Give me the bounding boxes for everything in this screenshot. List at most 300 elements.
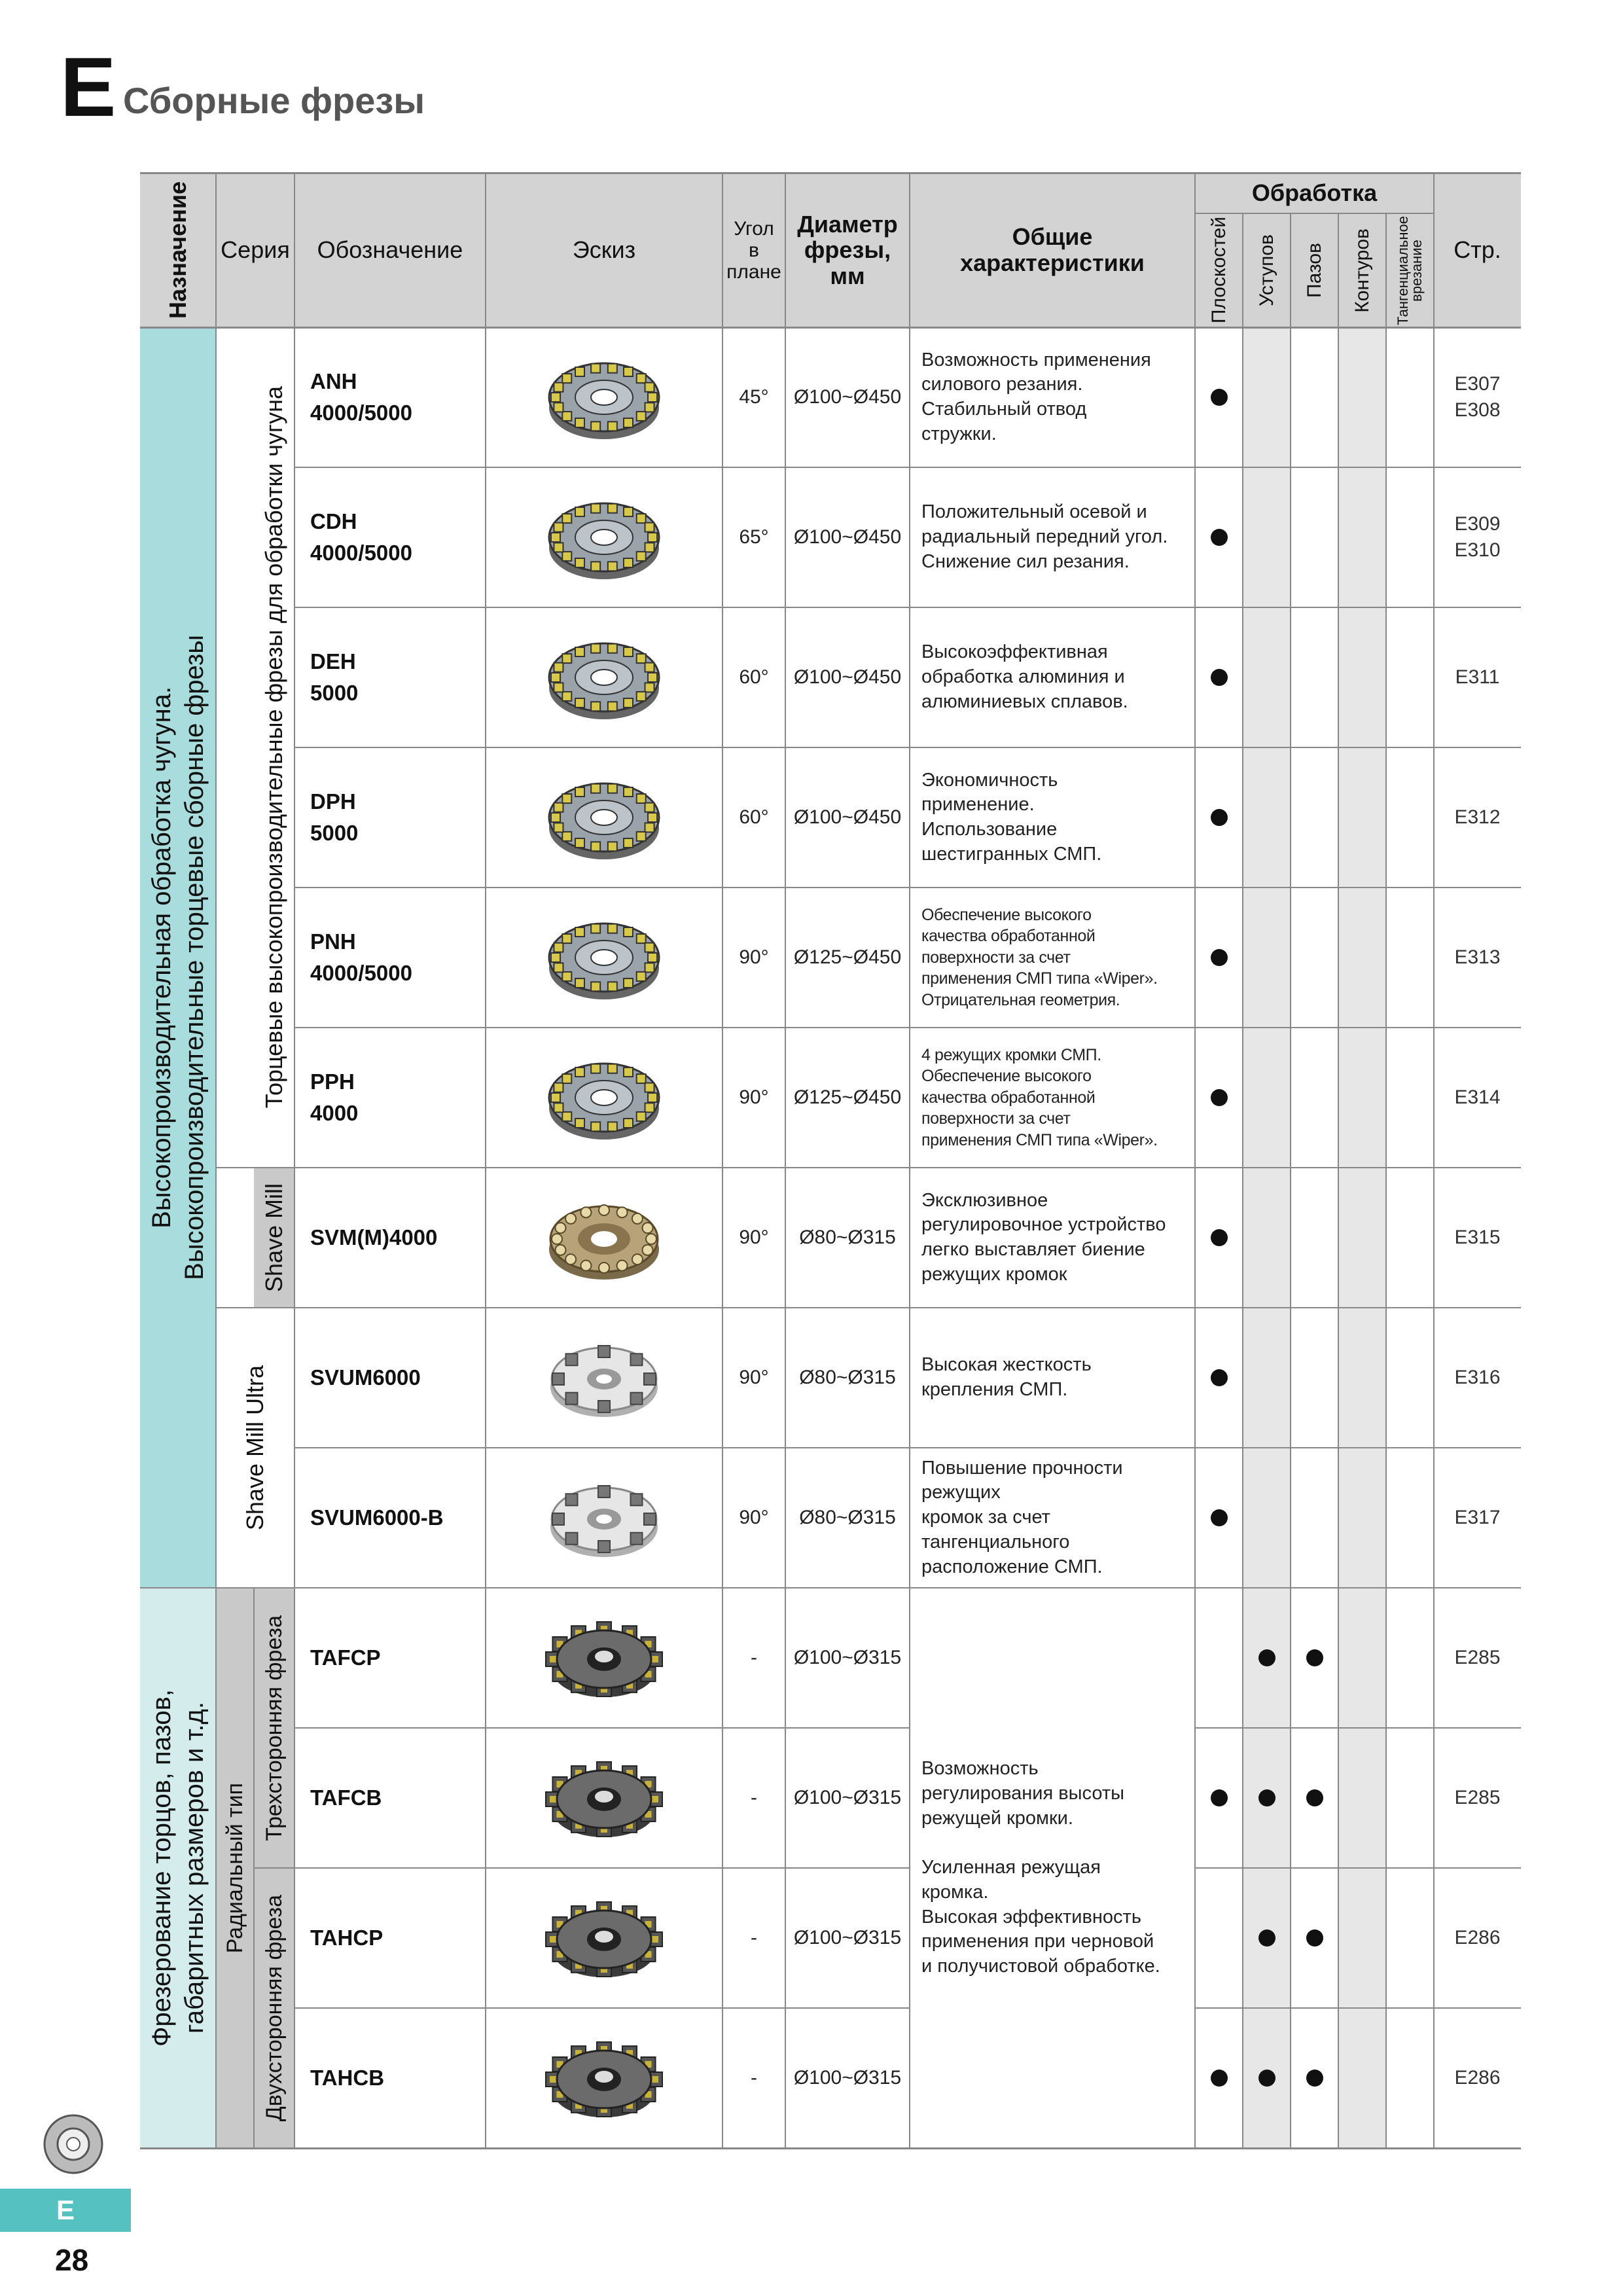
op-mark-2 xyxy=(1291,2008,1338,2148)
op-mark-0 xyxy=(1195,1028,1243,1168)
cutter-code xyxy=(294,1028,486,1168)
cutter-code-text: DPH 5000 xyxy=(310,789,359,845)
op-mark-3 xyxy=(1338,2008,1386,2148)
op-mark-3 xyxy=(1338,888,1386,1028)
header-op-1-text: Уступов xyxy=(1256,234,1277,306)
grid-line xyxy=(1385,213,1387,2148)
reference-page xyxy=(1434,747,1521,888)
cutter-diameter xyxy=(785,1028,910,1168)
header-features-text: Общие характеристики xyxy=(960,223,1145,276)
entering-angle-text: - xyxy=(751,1647,757,1668)
cutter-diameter-text: Ø80~Ø315 xyxy=(799,1367,896,1388)
general-features xyxy=(910,1028,1195,1168)
side-mill-features xyxy=(910,1588,1195,2148)
header-machining xyxy=(1195,173,1434,213)
face-mill-cutter-image xyxy=(486,467,722,607)
header-op-3 xyxy=(1338,213,1386,327)
cutter-code xyxy=(294,327,486,467)
entering-angle xyxy=(722,1308,785,1448)
reference-page-text: E285 xyxy=(1454,1646,1501,1668)
op-mark-4 xyxy=(1386,2008,1434,2148)
series-two-sided-cutter xyxy=(254,1868,294,2148)
cutter-code-text: TAHCP xyxy=(310,1926,383,1950)
cutter-code xyxy=(294,747,486,888)
grid-line xyxy=(1195,213,1434,214)
op-mark-2 xyxy=(1291,467,1338,607)
reference-page-text: E315 xyxy=(1454,1226,1501,1248)
entering-angle-text: 90° xyxy=(739,1086,769,1108)
grid-line xyxy=(1433,173,1435,2148)
op-mark-1 xyxy=(1243,1728,1291,1868)
entering-angle xyxy=(722,467,785,607)
entering-angle xyxy=(722,747,785,888)
series-face-mills-cast-iron-pad xyxy=(216,327,254,1168)
bullet-icon xyxy=(1258,2070,1275,2087)
op-mark-2 xyxy=(1291,1308,1338,1448)
bullet-icon xyxy=(1211,1229,1228,1246)
bullet-icon xyxy=(1211,949,1228,966)
cutter-code-text: DEH 5000 xyxy=(310,649,359,705)
face-mill-cutter-image xyxy=(486,607,722,747)
entering-angle xyxy=(722,1728,785,1868)
group-high-performance-label xyxy=(140,327,216,1588)
bullet-icon xyxy=(1211,1789,1228,1806)
general-features-text: Высокоэффективная обработка алюминия и алюминиевых сплавов. xyxy=(921,641,1128,712)
cutter-diameter xyxy=(785,327,910,467)
header-series-text: Серия xyxy=(221,236,290,264)
section-title: Сборные фрезы xyxy=(123,80,425,121)
op-mark-1 xyxy=(1243,1868,1291,2008)
section-tab: E xyxy=(0,2189,131,2232)
op-mark-4 xyxy=(1386,327,1434,467)
grid-line xyxy=(216,1167,294,1168)
bullet-icon xyxy=(1211,669,1228,686)
op-mark-1 xyxy=(1243,1588,1291,1728)
op-mark-2 xyxy=(1291,1448,1338,1588)
bullet-icon xyxy=(1306,2070,1323,2087)
cutter-thumbnail-icon xyxy=(42,2113,105,2176)
cutter-diameter-text: Ø100~Ø450 xyxy=(793,526,902,548)
bullet-icon xyxy=(1211,529,1228,546)
reference-page-text: E285 xyxy=(1454,1786,1501,1808)
op-mark-1 xyxy=(1243,1448,1291,1588)
op-mark-0 xyxy=(1195,747,1243,888)
entering-angle-text: 45° xyxy=(739,386,769,408)
reference-page xyxy=(1434,888,1521,1028)
entering-angle xyxy=(722,1168,785,1308)
header-op-4-text: Тангенциальное врезание xyxy=(1394,215,1425,325)
grid-line xyxy=(1242,213,1243,2148)
series-face-mills-cast-iron-text: Торцевые высокопроизводительные фрезы для обработки чугуна xyxy=(260,386,287,1109)
cutter-diameter-text: Ø100~Ø315 xyxy=(793,1927,902,1948)
op-mark-4 xyxy=(1386,1728,1434,1868)
cutter-diameter xyxy=(785,467,910,607)
op-mark-3 xyxy=(1338,1168,1386,1308)
series-shave-mill-ultra-text: Shave Mill Ultra xyxy=(241,1365,268,1531)
reference-page-text: E286 xyxy=(1454,2066,1501,2089)
cutter-code-text: ANH 4000/5000 xyxy=(310,369,412,425)
grid-line xyxy=(294,607,1521,608)
entering-angle-text: 65° xyxy=(739,526,769,548)
header-sketch xyxy=(486,173,722,327)
entering-angle-text: - xyxy=(751,1787,757,1808)
header-op-0-text: Плоскостей xyxy=(1208,217,1230,324)
op-mark-4 xyxy=(1386,747,1434,888)
header-code-text: Обозначение xyxy=(317,236,463,264)
cutter-diameter-text: Ø80~Ø315 xyxy=(799,1507,896,1528)
bullet-icon xyxy=(1258,1649,1275,1666)
general-features xyxy=(910,1308,1195,1448)
grid-line xyxy=(1195,1867,1521,1869)
series-three-sided-cutter xyxy=(254,1588,294,1868)
cutter-diameter xyxy=(785,1448,910,1588)
cutter-code-text: TAFCB xyxy=(310,1785,382,1810)
header-op-2-text: Пазов xyxy=(1304,243,1325,298)
general-features xyxy=(910,888,1195,1028)
op-mark-2 xyxy=(1291,327,1338,467)
grid-line xyxy=(294,1307,1521,1308)
reference-page-text: E309 E310 xyxy=(1454,512,1501,561)
op-mark-0 xyxy=(1195,1868,1243,2008)
header-op-1 xyxy=(1243,213,1291,327)
general-features-text: 4 режущих кромки СМП. Обеспечение высокого качества обработанной поверхности за счет применения СМП типа «Wiper». xyxy=(921,1045,1158,1149)
op-mark-4 xyxy=(1386,888,1434,1028)
op-mark-2 xyxy=(1291,607,1338,747)
op-mark-1 xyxy=(1243,2008,1291,2148)
op-mark-1 xyxy=(1243,1168,1291,1308)
op-mark-0 xyxy=(1195,327,1243,467)
cutter-code xyxy=(294,2008,486,2148)
cutter-diameter xyxy=(785,1308,910,1448)
op-mark-0 xyxy=(1195,467,1243,607)
reference-page xyxy=(1434,607,1521,747)
cutter-diameter xyxy=(785,1588,910,1728)
op-mark-3 xyxy=(1338,1588,1386,1728)
reference-page-text: E307 E308 xyxy=(1454,372,1501,421)
header-machining-text: Обработка xyxy=(1251,179,1378,207)
op-mark-0 xyxy=(1195,1728,1243,1868)
op-mark-2 xyxy=(1291,1168,1338,1308)
op-mark-2 xyxy=(1291,1728,1338,1868)
grid-line xyxy=(140,1587,1521,1588)
bullet-icon xyxy=(1211,1089,1228,1106)
face-mill-cutter-image xyxy=(486,327,722,467)
entering-angle-text: 90° xyxy=(739,946,769,968)
grid-line xyxy=(294,1867,910,1869)
grid-line xyxy=(294,1727,910,1729)
grid-line xyxy=(909,173,910,2148)
grid-line xyxy=(216,1307,294,1308)
series-shave-mill-text: Shave Mill xyxy=(260,1183,287,1293)
cutters-table xyxy=(140,173,1521,2149)
op-mark-3 xyxy=(1338,1868,1386,2008)
header-features xyxy=(910,173,1195,327)
cutter-code xyxy=(294,1868,486,2008)
entering-angle-text: 90° xyxy=(739,1507,769,1528)
op-mark-1 xyxy=(1243,747,1291,888)
series-radial-type xyxy=(216,1588,254,2148)
cutter-diameter xyxy=(785,888,910,1028)
series-three-sided-cutter-text: Трехсторонняя фреза xyxy=(261,1615,287,1841)
shave-mill-ultra-cutter-image xyxy=(486,1448,722,1588)
bullet-icon xyxy=(1306,1929,1323,1946)
op-mark-0 xyxy=(1195,888,1243,1028)
grid-line xyxy=(215,173,217,2148)
op-mark-0 xyxy=(1195,1168,1243,1308)
series-two-sided-cutter-text: Двухсторонняя фреза xyxy=(261,1894,287,2122)
reference-page-text: E312 xyxy=(1454,806,1501,828)
bullet-icon xyxy=(1211,2070,1228,2087)
cutter-diameter-text: Ø100~Ø315 xyxy=(793,1787,902,1808)
cutter-code xyxy=(294,1588,486,1728)
bullet-icon xyxy=(1211,1369,1228,1386)
op-mark-0 xyxy=(1195,1448,1243,1588)
op-mark-4 xyxy=(1386,607,1434,747)
cutter-diameter-text: Ø125~Ø450 xyxy=(793,1086,902,1108)
grid-line xyxy=(1338,213,1339,2148)
header-purpose-text: Назначение xyxy=(164,181,192,319)
cutter-code-text: SVUM6000-B xyxy=(310,1505,444,1530)
entering-angle xyxy=(722,1028,785,1168)
entering-angle-text: - xyxy=(751,2067,757,2089)
entering-angle-text: 60° xyxy=(739,666,769,688)
bullet-icon xyxy=(1211,809,1228,826)
entering-angle xyxy=(722,1588,785,1728)
op-mark-1 xyxy=(1243,1028,1291,1168)
cutter-code-text: TAHCB xyxy=(310,2066,385,2090)
op-mark-3 xyxy=(1338,467,1386,607)
cutter-diameter xyxy=(785,1168,910,1308)
grid-line xyxy=(1195,2007,1521,2009)
grid-line xyxy=(1195,1727,1521,1729)
grid-line xyxy=(294,747,1521,748)
header-op-3-text: Контуров xyxy=(1351,228,1373,313)
cutter-code xyxy=(294,1448,486,1588)
op-mark-3 xyxy=(1338,327,1386,467)
entering-angle-text: 90° xyxy=(739,1367,769,1388)
grid-line xyxy=(140,172,1521,174)
reference-page xyxy=(1434,1588,1521,1728)
shave-mill-ultra-cutter-image xyxy=(486,1308,722,1448)
op-mark-4 xyxy=(1386,1588,1434,1728)
cutter-code-text: PNH 4000/5000 xyxy=(310,929,412,985)
op-mark-0 xyxy=(1195,607,1243,747)
entering-angle-text: 60° xyxy=(739,806,769,828)
reference-page xyxy=(1434,1168,1521,1308)
side-mill-cutter-image xyxy=(486,1588,722,1728)
op-mark-1 xyxy=(1243,467,1291,607)
group-high-performance-label-text: Высокопроизводительная обработка чугуна. Высокопроизводительные торцевые сборные фрезы xyxy=(147,635,209,1280)
grid-line xyxy=(294,173,295,2148)
header-op-0 xyxy=(1195,213,1243,327)
op-mark-4 xyxy=(1386,1448,1434,1588)
op-mark-3 xyxy=(1338,607,1386,747)
header-purpose xyxy=(140,173,216,327)
grid-line xyxy=(294,887,1521,888)
cutter-diameter xyxy=(785,607,910,747)
entering-angle xyxy=(722,888,785,1028)
op-mark-3 xyxy=(1338,1028,1386,1168)
grid-line xyxy=(294,2007,910,2009)
reference-page-text: E313 xyxy=(1454,946,1501,968)
op-mark-1 xyxy=(1243,327,1291,467)
op-mark-2 xyxy=(1291,1868,1338,2008)
cutter-diameter xyxy=(785,1728,910,1868)
reference-page xyxy=(1434,1028,1521,1168)
header-page xyxy=(1434,173,1521,327)
series-shave-mill-pad xyxy=(216,1168,254,1308)
grid-line xyxy=(722,173,723,2148)
section-letter: E xyxy=(60,41,116,134)
cutter-diameter-text: Ø125~Ø450 xyxy=(793,946,902,968)
op-mark-3 xyxy=(1338,1728,1386,1868)
reference-page xyxy=(1434,1728,1521,1868)
series-shave-mill xyxy=(254,1168,294,1308)
general-features-text: Обеспечение высокого качества обработанной поверхности за счет применения СМП типа «Wiper». Отрицательная геометрия. xyxy=(921,905,1158,1009)
cutter-diameter-text: Ø100~Ø450 xyxy=(793,806,902,828)
face-mill-cutter-image xyxy=(486,888,722,1028)
reference-page xyxy=(1434,1448,1521,1588)
reference-page-text: E317 xyxy=(1454,1506,1501,1528)
reference-page xyxy=(1434,467,1521,607)
reference-page-text: E314 xyxy=(1454,1086,1501,1108)
header-page-text: Стр. xyxy=(1454,236,1501,264)
reference-page-text: E311 xyxy=(1455,666,1500,688)
entering-angle-text: 90° xyxy=(739,1227,769,1248)
grid-line xyxy=(294,1447,1521,1448)
grid-line xyxy=(254,1867,294,1869)
face-mill-cutter-image xyxy=(486,747,722,888)
reference-page xyxy=(1434,1308,1521,1448)
general-features-text: Повышение прочности режущих кромок за счет тангенциального расположение СМП. xyxy=(921,1457,1123,1577)
page-number: 28 xyxy=(55,2243,89,2277)
grid-line xyxy=(140,2147,1521,2149)
op-mark-1 xyxy=(1243,607,1291,747)
series-shave-mill-ultra xyxy=(216,1308,294,1588)
reference-page xyxy=(1434,2008,1521,2148)
reference-page xyxy=(1434,1868,1521,2008)
series-face-mills-cast-iron xyxy=(254,327,294,1168)
general-features-text: Возможность применения силового резания. Стабильный отвод стружки. xyxy=(921,349,1151,444)
reference-page xyxy=(1434,327,1521,467)
reference-page-text: E316 xyxy=(1454,1366,1501,1388)
cutter-diameter-text: Ø100~Ø450 xyxy=(793,386,902,408)
general-features xyxy=(910,1168,1195,1308)
op-mark-2 xyxy=(1291,1588,1338,1728)
grid-line xyxy=(1290,213,1291,2148)
entering-angle xyxy=(722,2008,785,2148)
general-features-text: Положительный осевой и радиальный передний угол. Снижение сил резания. xyxy=(921,501,1168,572)
cutter-code-text: TAFCP xyxy=(310,1645,381,1670)
bullet-icon xyxy=(1306,1649,1323,1666)
bullet-icon xyxy=(1258,1929,1275,1946)
general-features xyxy=(910,327,1195,467)
header-diameter-text: Диаметр фрезы, мм xyxy=(797,210,898,289)
cutter-code xyxy=(294,1168,486,1308)
cutter-code-text: SVM(M)4000 xyxy=(310,1225,438,1250)
op-mark-4 xyxy=(1386,1868,1434,2008)
general-features-text: Эксклюзивное регулировочное устройство легко выставляет биение режущих кромок xyxy=(921,1189,1166,1285)
bullet-icon xyxy=(1211,389,1228,406)
op-mark-2 xyxy=(1291,888,1338,1028)
header-angle xyxy=(722,173,785,327)
header-series xyxy=(216,173,294,327)
header-op-2 xyxy=(1291,213,1338,327)
cutter-code-text: CDH 4000/5000 xyxy=(310,509,412,565)
header-op-4 xyxy=(1386,213,1434,327)
grid-line xyxy=(140,327,1521,329)
cutter-code xyxy=(294,888,486,1028)
cutter-diameter-text: Ø100~Ø450 xyxy=(793,666,902,688)
side-mill-cutter-image xyxy=(486,1728,722,1868)
entering-angle xyxy=(722,1868,785,2008)
side-mill-cutter-image xyxy=(486,1868,722,2008)
general-features xyxy=(910,1448,1195,1588)
op-mark-4 xyxy=(1386,1308,1434,1448)
cutter-code xyxy=(294,1308,486,1448)
general-features xyxy=(910,747,1195,888)
general-features xyxy=(910,467,1195,607)
side-mill-features-text: Возможность регулирования высоты режущей кромки. Усиленная режущая кромка. Высокая эффективность применения при черновой и получистовой обработке. xyxy=(921,1758,1160,1977)
cutter-diameter xyxy=(785,747,910,888)
grid-line xyxy=(1194,173,1196,2148)
grid-line xyxy=(253,1588,255,2148)
op-mark-4 xyxy=(1386,1028,1434,1168)
cutter-code-text: SVUM6000 xyxy=(310,1365,421,1390)
op-mark-4 xyxy=(1386,467,1434,607)
cutter-diameter xyxy=(785,1868,910,2008)
cutter-code xyxy=(294,607,486,747)
op-mark-0 xyxy=(1195,2008,1243,2148)
grid-line xyxy=(485,173,486,2148)
op-mark-4 xyxy=(1386,1168,1434,1308)
entering-angle-text: - xyxy=(751,1927,757,1948)
cutter-diameter-text: Ø100~Ø315 xyxy=(793,1647,902,1668)
face-mill-cutter-image xyxy=(486,1028,722,1168)
cutter-diameter-text: Ø80~Ø315 xyxy=(799,1227,896,1248)
group-side-milling-label-text: Фрезерование торцов, пазов, габаритных размеров и т.д. xyxy=(147,1689,209,2047)
cutter-code-text: PPH 4000 xyxy=(310,1069,359,1125)
op-mark-0 xyxy=(1195,1588,1243,1728)
general-features-text: Экономичность применение. Использование шестигранных СМП. xyxy=(921,769,1102,865)
op-mark-3 xyxy=(1338,747,1386,888)
shave-mill-cutter-image xyxy=(486,1168,722,1308)
op-mark-2 xyxy=(1291,1028,1338,1168)
op-mark-3 xyxy=(1338,1308,1386,1448)
group-side-milling-label xyxy=(140,1588,216,2148)
bullet-icon xyxy=(1258,1789,1275,1806)
cutter-code xyxy=(294,1728,486,1868)
grid-line xyxy=(294,1027,1521,1028)
cutter-code xyxy=(294,467,486,607)
header-angle-text: Угол в плане xyxy=(726,217,781,283)
op-mark-3 xyxy=(1338,1448,1386,1588)
op-mark-2 xyxy=(1291,747,1338,888)
grid-line xyxy=(294,467,1521,468)
cutter-diameter-text: Ø100~Ø315 xyxy=(793,2067,902,2089)
header-code xyxy=(294,173,486,327)
bullet-icon xyxy=(1306,1789,1323,1806)
series-radial-type-text: Радиальный тип xyxy=(222,1782,247,1954)
header-diameter xyxy=(785,173,910,327)
grid-line xyxy=(294,1167,1521,1168)
general-features-text: Высокая жесткость крепления СМП. xyxy=(921,1354,1092,1400)
side-mill-cutter-image xyxy=(486,2008,722,2148)
op-mark-1 xyxy=(1243,1308,1291,1448)
entering-angle xyxy=(722,1448,785,1588)
op-mark-1 xyxy=(1243,888,1291,1028)
header-sketch-text: Эскиз xyxy=(572,236,636,264)
